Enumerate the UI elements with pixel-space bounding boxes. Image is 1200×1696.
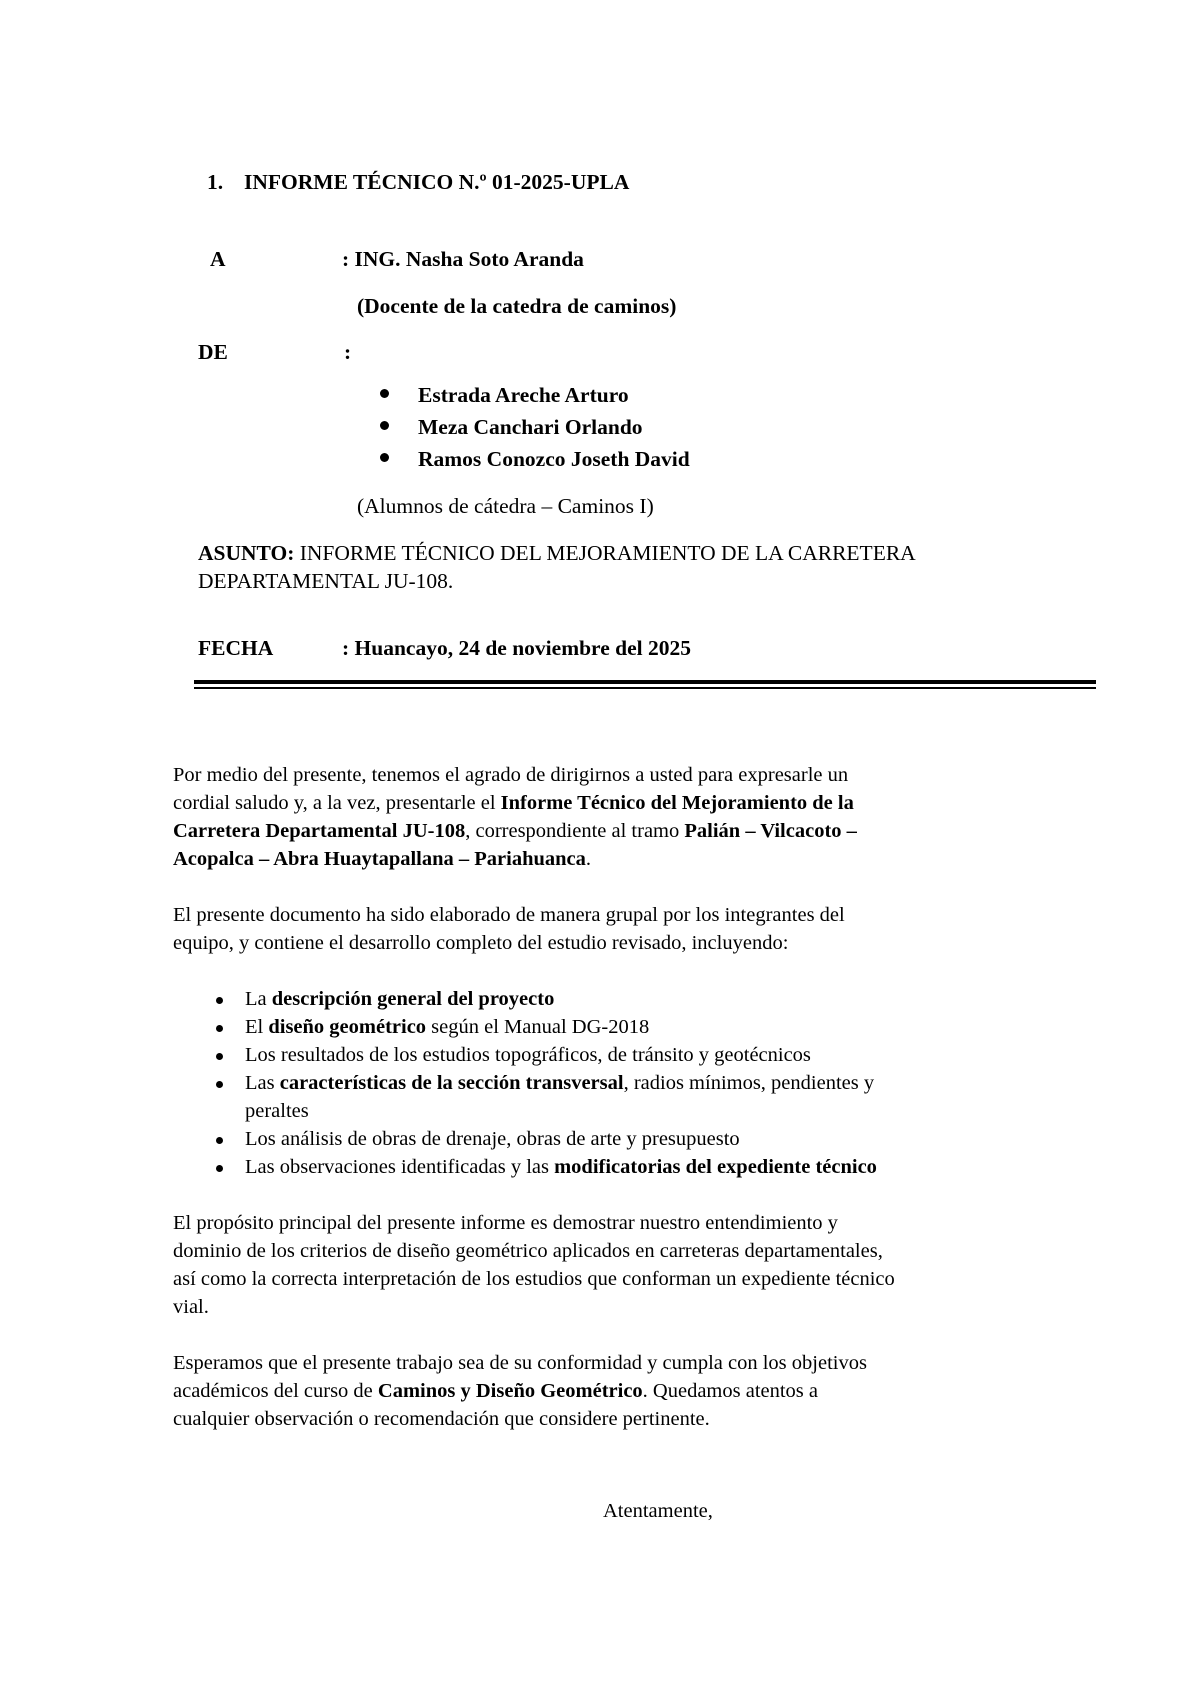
closing-salutation: Atentamente, [603,1500,713,1522]
route-name: Palián – Vilcacoto – [684,820,857,842]
text: . Quedamos atentos a [642,1380,819,1402]
member-bullet [380,389,389,398]
to-role: (Docente de la catedra de caminos) [357,294,677,318]
list-item: Los resultados de los estudios topográficos, de tránsito y geotécnicos [173,1041,1073,1069]
paragraph-scope [173,901,1073,957]
report-title: INFORME TÉCNICO N.º 01-2025-UPLA [244,170,630,194]
member-name: Ramos Conozco Joseth David [418,447,690,471]
bullet [216,1053,223,1060]
paragraph-intro [173,761,1073,873]
bullet [216,1137,223,1144]
list-item: Las observaciones identificadas y las modificatorias del expediente técnico [173,1153,1073,1181]
text: dominio de los criterios de diseño geométrico aplicados en carreteras departamentales, [173,1240,883,1262]
paragraph-purpose [173,1209,1073,1321]
member-bullet [380,421,389,430]
to-value: : ING. Nasha Soto Aranda [342,247,584,271]
text: , correspondiente al tramo [465,820,685,842]
separator-rule-thick [194,680,1096,684]
text: Por medio del presente, tenemos el agrado de dirigirnos a usted para expresarle un [173,764,849,786]
subject-line2: DEPARTAMENTAL JU-108. [198,569,454,593]
text: cualquier observación o recomendación que considere pertinente. [173,1408,710,1430]
from-label: DE [198,340,228,364]
member-name: Meza Canchari Orlando [418,415,643,439]
section-number: 1. [207,170,224,194]
subject [198,541,916,566]
separator-rule-thin [194,687,1096,689]
route-name: Acopalca – Abra Huaytapallana – Pariahuanca [173,848,586,870]
to-label: A [210,247,226,271]
list-item: Las características de la sección transversal, radios mínimos, pendientes y peraltes [173,1069,1073,1125]
member-name: Estrada Areche Arturo [418,383,629,407]
list-item: La descripción general del proyecto [173,985,1073,1013]
letter-body [173,761,1073,1433]
text: así como la correcta interpretación de los estudios que conforman un expediente técnico [173,1268,895,1290]
date-value: : Huancayo, 24 de noviembre del 2025 [342,636,691,660]
road-name: Carretera Departamental JU-108 [173,820,466,842]
text: El presente documento ha sido elaborado de manera grupal por los integrantes del [173,904,845,926]
contents-list [173,985,1073,1181]
text: académicos del curso de [173,1380,378,1402]
text: El propósito principal del presente informe es demostrar nuestro entendimiento y [173,1212,838,1234]
list-item: El diseño geométrico según el Manual DG-2018 [173,1013,1073,1041]
bullet [216,997,223,1004]
bullet [216,1025,223,1032]
date-label: FECHA [198,636,274,660]
paragraph-closing [173,1349,1073,1433]
text: equipo, y contiene el desarrollo completo del estudio revisado, incluyendo: [173,932,789,954]
bullet [216,1081,223,1088]
bullet [216,1165,223,1172]
text: . [585,848,592,870]
text: vial. [173,1296,209,1318]
report-name: Informe Técnico del Mejoramiento de la [500,792,854,814]
course-name: Caminos y Diseño Geométrico [377,1380,643,1402]
from-role: (Alumnos de cátedra – Caminos I) [357,494,654,518]
text: Esperamos que el presente trabajo sea de su conformidad y cumpla con los objetivos [173,1352,867,1374]
list-item: Los análisis de obras de drenaje, obras de arte y presupuesto [173,1125,1073,1153]
member-bullet [380,453,389,462]
subject-line1: INFORME TÉCNICO DEL MEJORAMIENTO DE LA CARRETERA [299,541,916,565]
subject-label: ASUNTO: [198,541,295,565]
from-colon: : [344,340,352,364]
text: cordial saludo y, a la vez, presentarle el [173,792,501,814]
